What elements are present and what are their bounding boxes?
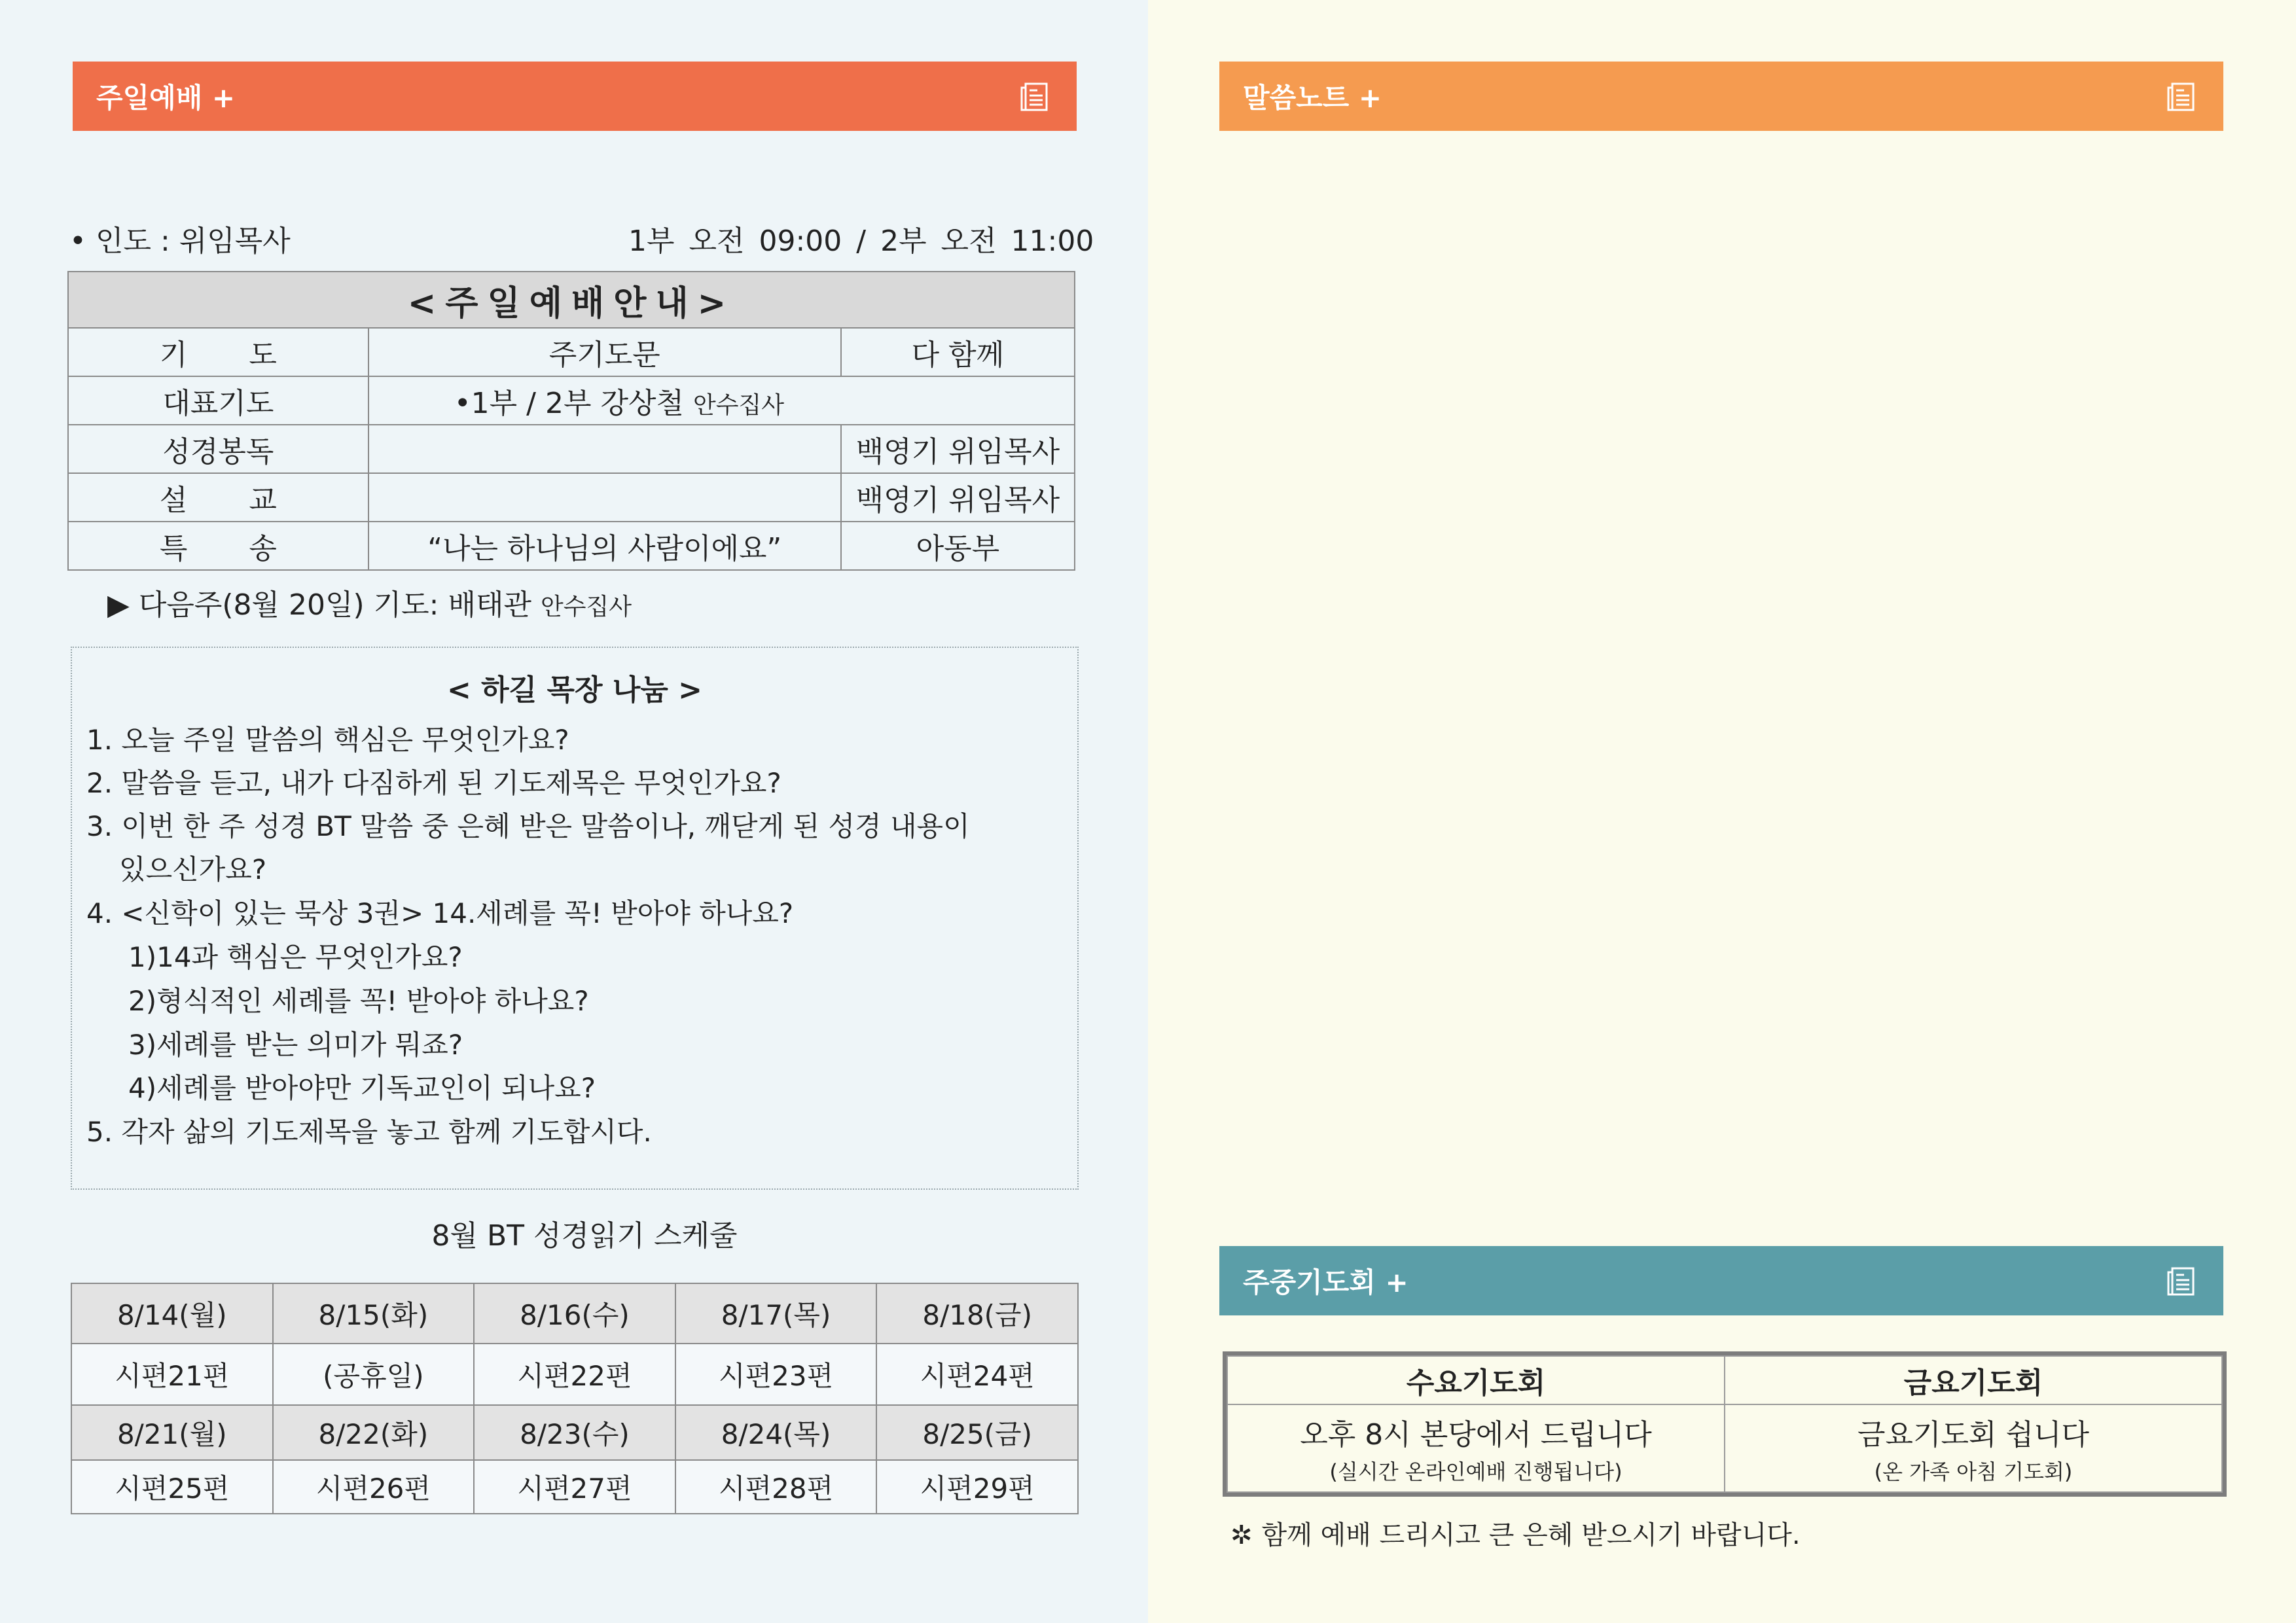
- row-content: 주기도문: [368, 328, 841, 376]
- row-content: [368, 473, 841, 522]
- schedule-reading: 시편21편: [71, 1344, 273, 1405]
- schedule-reading: 시편29편: [876, 1460, 1078, 1514]
- sharing-title: < 하길 목장 나눔 >: [446, 673, 703, 707]
- wednesday-prayer-info: 오후 8시 본당에서 드립니다 (실시간 온라인예배 진행됩니다): [1227, 1404, 1725, 1492]
- leader-line: • 인도 : 위임목사: [69, 224, 291, 258]
- row-person: 백영기 위임목사: [841, 425, 1075, 473]
- schedule-reading: (공휴일): [273, 1344, 475, 1405]
- sharing-line: 2)형식적인 세례를 꼭! 받아야 하나요?: [128, 985, 589, 1017]
- sharing-line: 4. <신학이 있는 묵상 3권> 14.세례를 꼭! 받아야 하나요?: [86, 897, 794, 929]
- sharing-line: 5. 각자 삶의 기도제목을 놓고 함께 기도합시다.: [86, 1116, 652, 1148]
- sermon-note-title: 말씀노트 +: [1243, 82, 1382, 114]
- sharing-line: 1)14과 핵심은 무엇인가요?: [128, 941, 463, 973]
- row-label: 대표기도: [68, 376, 368, 425]
- sharing-line: 1. 오늘 주일 말씀의 핵심은 무엇인가요?: [86, 724, 569, 756]
- friday-prayer-heading: 금요기도회: [1725, 1356, 2222, 1404]
- schedule-date: 8/16(수): [474, 1283, 675, 1344]
- schedule-reading: 시편26편: [273, 1460, 475, 1514]
- document-icon[interactable]: [2164, 1263, 2200, 1298]
- table-row: [68, 522, 1075, 570]
- sharing-line: 있으신가요?: [119, 853, 267, 885]
- sermon-note-header[interactable]: [1219, 62, 2223, 131]
- schedule-reading: 시편28편: [675, 1460, 877, 1514]
- table-row: [68, 473, 1075, 522]
- weekday-prayer-title: 주중기도회 +: [1243, 1266, 1408, 1298]
- weekday-prayer-header[interactable]: [1219, 1246, 2223, 1315]
- prayer-meeting-table: [1223, 1351, 2227, 1497]
- worship-table-title: <주일예배안내>: [68, 272, 1075, 328]
- table-row: [71, 1344, 1078, 1405]
- sharing-line: 4)세례를 받아야만 기독교인이 되나요?: [128, 1072, 596, 1104]
- table-row: [71, 1283, 1078, 1344]
- next-week-prayer: ▶ 다음주(8월 20일) 기도: 배태관 안수집사: [107, 588, 632, 622]
- document-icon[interactable]: [1018, 79, 1053, 114]
- prayer-table: [1227, 1355, 2223, 1493]
- bt-schedule-table: [71, 1283, 1079, 1514]
- row-label: 기 도: [68, 328, 368, 376]
- table-row: [68, 376, 1075, 425]
- row-label: 성경봉독: [68, 425, 368, 473]
- table-row: [68, 328, 1075, 376]
- schedule-date: 8/14(월): [71, 1283, 273, 1344]
- schedule-date: 8/24(목): [675, 1405, 877, 1460]
- worship-table: [67, 271, 1075, 571]
- schedule-date: 8/15(화): [273, 1283, 475, 1344]
- schedule-date: 8/18(금): [876, 1283, 1078, 1344]
- schedule-date: 8/17(목): [675, 1283, 877, 1344]
- schedule-date: 8/22(화): [273, 1405, 475, 1460]
- table-row: [1227, 1356, 2222, 1404]
- schedule-date: 8/23(수): [474, 1405, 675, 1460]
- friday-prayer-info: 금요기도회 쉽니다 (온 가족 아침 기도회): [1725, 1404, 2222, 1492]
- sharing-line: 2. 말씀을 듣고, 내가 다짐하게 된 기도제목은 무엇인가요?: [86, 767, 781, 799]
- row-label: 설 교: [68, 473, 368, 522]
- schedule-date: 8/21(월): [71, 1405, 273, 1460]
- schedule-reading: 시편22편: [474, 1344, 675, 1405]
- sharing-line: 3. 이번 한 주 성경 BT 말씀 중 은혜 받은 말씀이나, 깨닫게 된 성경 내용이: [86, 810, 970, 842]
- row-label: 특 송: [68, 522, 368, 570]
- schedule-date: 8/25(금): [876, 1405, 1078, 1460]
- table-row: [71, 1405, 1078, 1460]
- row-person: 백영기 위임목사: [841, 473, 1075, 522]
- document-icon[interactable]: [2164, 79, 2200, 114]
- triangle-right-icon: ▶: [107, 588, 139, 622]
- row-person: 다 함께: [841, 328, 1075, 376]
- schedule-title: 8월 BT 성경읽기 스케줄: [431, 1219, 738, 1253]
- table-row: [68, 425, 1075, 473]
- bullet-icon: •: [454, 387, 471, 420]
- footer-note: ✲ 함께 예배 드리시고 큰 은혜 받으시기 바랍니다.: [1230, 1520, 1801, 1550]
- wednesday-prayer-heading: 수요기도회: [1227, 1356, 1725, 1404]
- bullet-icon: •: [69, 224, 96, 258]
- schedule-reading: 시편27편: [474, 1460, 675, 1514]
- sharing-line: 3)세례를 받는 의미가 뭐죠?: [128, 1029, 463, 1061]
- sunday-worship-title: 주일예배 +: [96, 82, 236, 114]
- row-content: •1부 / 2부 강상철 안수집사: [368, 376, 1075, 425]
- schedule-reading: 시편24편: [876, 1344, 1078, 1405]
- schedule-reading: 시편25편: [71, 1460, 273, 1514]
- sunday-worship-header[interactable]: [73, 62, 1077, 131]
- row-person: 아동부: [841, 522, 1075, 570]
- asterisk-icon: ✲: [1230, 1520, 1262, 1550]
- schedule-reading: 시편23편: [675, 1344, 877, 1405]
- row-content: [368, 425, 841, 473]
- table-row: [71, 1460, 1078, 1514]
- service-times: 1부 오전 09:00 / 2부 오전 11:00: [628, 224, 1094, 258]
- table-row: [1227, 1404, 2222, 1492]
- row-content: “나는 하나님의 사람이에요”: [368, 522, 841, 570]
